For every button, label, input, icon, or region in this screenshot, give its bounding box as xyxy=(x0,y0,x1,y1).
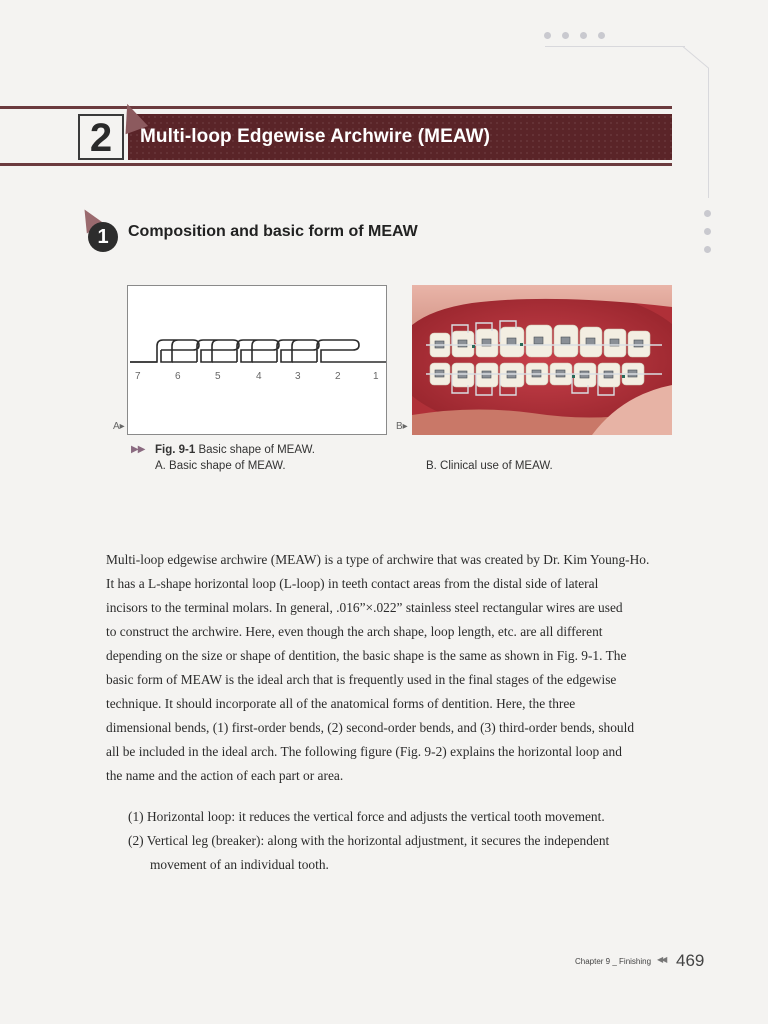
body-line: to construct the archwire. Here, even though the arch shape, loop length, etc. are all different xyxy=(106,624,603,639)
section-title: Multi-loop Edgewise Archwire (MEAW) xyxy=(140,126,491,147)
body-paragraph xyxy=(106,548,672,788)
subsection-number: 1 xyxy=(88,222,118,252)
decor-dot xyxy=(580,32,587,39)
list-item: (2) Vertical leg (breaker): along with the horizontal adjustment, it secures the independent xyxy=(128,833,610,848)
clinical-photo xyxy=(412,285,672,435)
decor-dot xyxy=(704,228,711,235)
decor-dot xyxy=(704,210,711,217)
tooth-number: 7 xyxy=(135,371,141,382)
body-line: dimensional bends, (1) first-order bends, (2) second-order bends, and (3) third-order bends, should xyxy=(106,720,635,735)
caption-arrows-icon: ▶▶ xyxy=(131,444,145,455)
section-number-box xyxy=(78,114,124,160)
tooth-number: 5 xyxy=(215,371,221,382)
decor-dot xyxy=(704,246,711,253)
caption-b: B. Clinical use of MEAW. xyxy=(426,460,553,472)
decor-line xyxy=(545,46,685,47)
header-rule-top xyxy=(0,106,672,109)
panel-b-label: B▸ xyxy=(396,421,408,432)
body-line: basic form of MEAW is the ideal arch that is frequently used in the final stages of the edgewise xyxy=(106,672,617,687)
body-line: the name and the action of each part or area. xyxy=(106,768,344,783)
body-line: incisors to the terminal molars. In general, .016”×.022” stainless steel rectangular wires are used xyxy=(106,600,623,615)
chapter-label: Chapter 9 _ Finishing xyxy=(575,957,652,966)
decor-dot xyxy=(598,32,605,39)
panel-a-label: A▸ xyxy=(113,421,125,432)
subsection-title: Composition and basic form of MEAW xyxy=(128,223,418,240)
body-line: technique. It should incorporate all of the anatomical forms of dentition. Here, the three xyxy=(106,696,576,711)
tooth-number: 4 xyxy=(256,371,262,382)
body-line: It has a L-shape horizontal loop (L-loop) in teeth contact areas from the distal side of lateral xyxy=(106,576,599,591)
tooth-number: 3 xyxy=(295,371,301,382)
double-arrow-icon: ◀◀ xyxy=(657,955,666,964)
decor-dot xyxy=(544,32,551,39)
body-line: Multi-loop edgewise archwire (MEAW) is a type of archwire that was created by Dr. Kim Young-Ho. xyxy=(106,552,650,567)
figure-panel-b-photo xyxy=(412,285,672,435)
decor-line xyxy=(682,46,709,69)
tooth-number: 1 xyxy=(373,371,379,382)
decor-dot xyxy=(562,32,569,39)
header-rule-bottom xyxy=(0,163,672,166)
body-line: depending on the size or shape of dentition, the basic shape is the same as shown in Fig. 9-1. The xyxy=(106,648,627,663)
section-number: 2 xyxy=(89,116,113,160)
figure-panel-a xyxy=(127,285,387,435)
list-item-continuation: movement of an individual tooth. xyxy=(150,857,329,872)
tooth-number: 2 xyxy=(335,371,341,382)
caption-a: A. Basic shape of MEAW. xyxy=(155,460,286,472)
meaw-wire-diagram xyxy=(128,286,386,434)
body-line: all be included in the ideal arch. The following figure (Fig. 9-2) explains the horizontal loop and xyxy=(106,744,622,759)
page-number: 469 xyxy=(676,951,705,970)
caption-title: Fig. 9-1 Basic shape of MEAW. xyxy=(155,444,316,456)
list-item: (1) Horizontal loop: it reduces the vertical force and adjusts the vertical tooth movement. xyxy=(128,809,605,824)
decor-line xyxy=(708,68,709,198)
tooth-number: 6 xyxy=(175,371,181,382)
